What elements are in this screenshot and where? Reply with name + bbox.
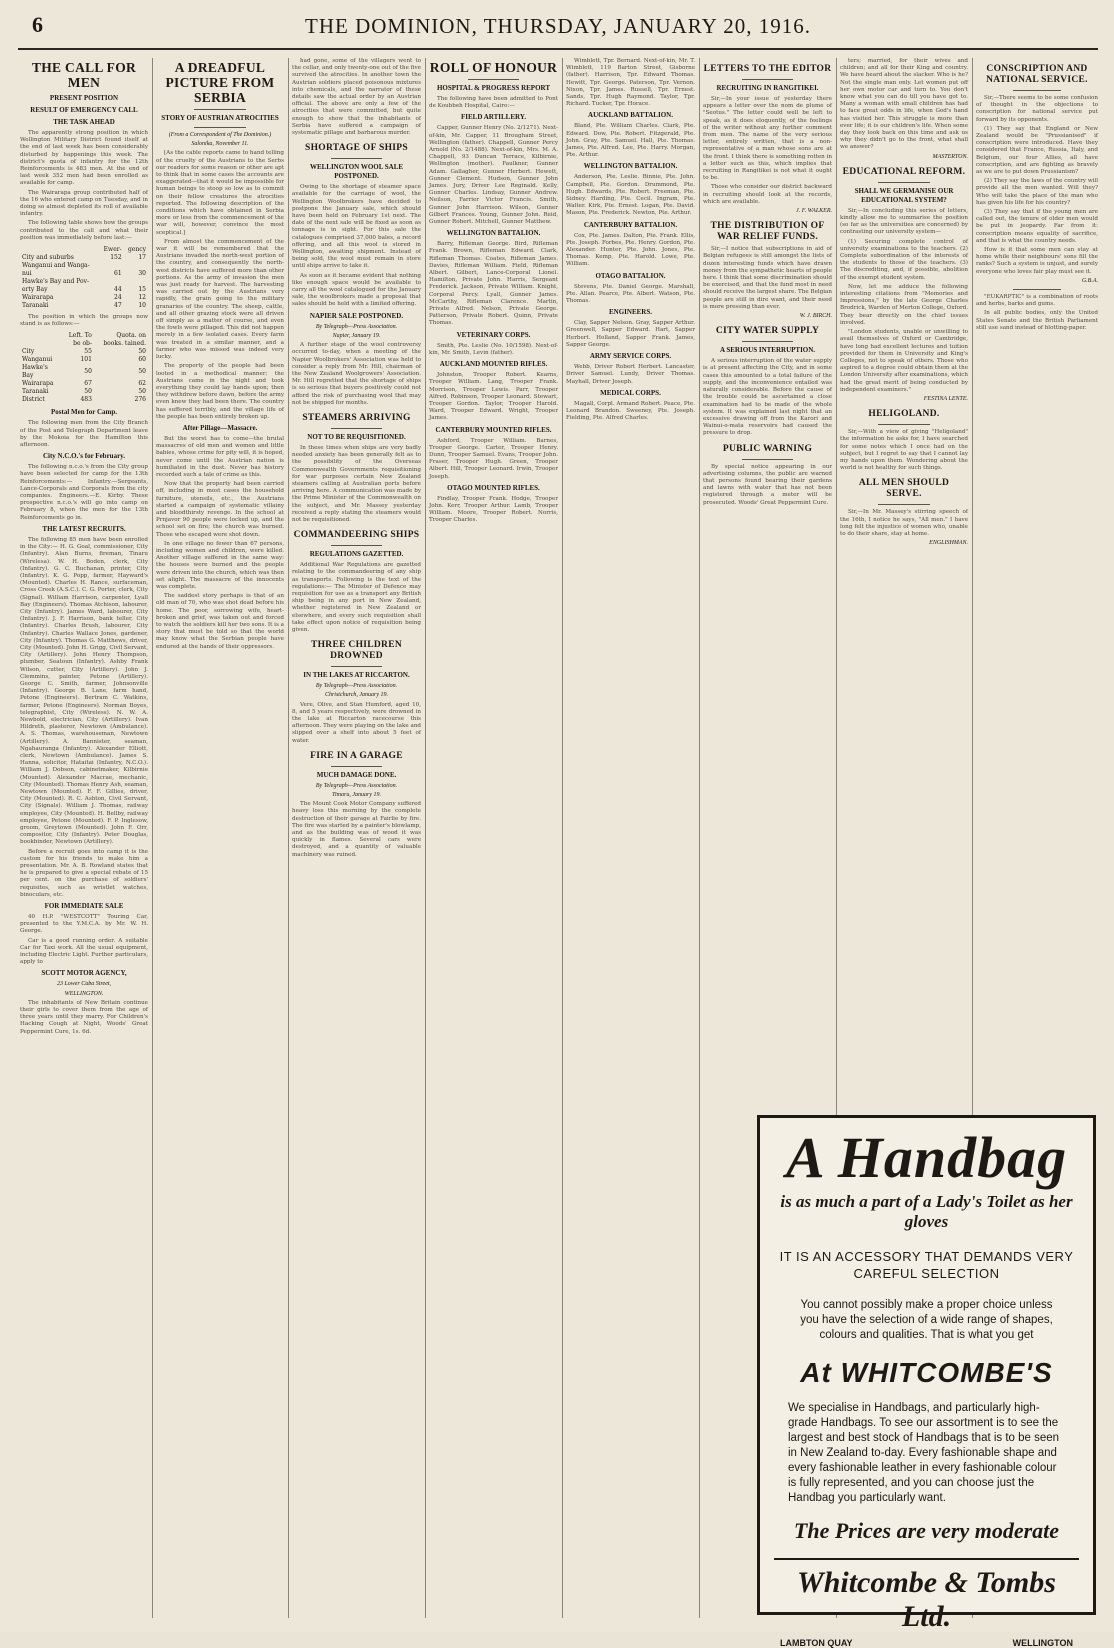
ad-store-name: At WHITCOMBE'S bbox=[800, 1357, 1053, 1388]
table-row: City and suburbs 152 17 bbox=[22, 254, 146, 262]
subheading: AUCKLAND MOUNTED RIFLES. bbox=[439, 360, 548, 369]
letter-body: Sir,—In concluding this series of letters, kindly allow me to summarise the position (so far as the universities are concerned) by contrasting our university system— (1) Securing complete control of university examinations to the teachers. (2) Complete subordination of the interests of the students to those of the teachers. (3) The discrediting, and, if possible, abolition of the exempt student system. Now, let me adduce the following interesting citations from "Memories and Impressions," by the late George Charles Brodrick, Warden of Merton College, Oxford. They bear directly on the chief issues involved. "London students, unable or unwilling to avail themselves of Oxford or Cambridge, have long had excellent lectures and tuition provided for them in University and King's Colleges, not to speak of others. Those who aspired to a degree could obtain them at the London University after examinations, which had the great merit of being conducted by independent examiners." bbox=[840, 207, 968, 393]
subheading: CANTERBURY BATTALION. bbox=[583, 220, 678, 229]
subheading: NAPIER SALE POSTPONED. bbox=[309, 311, 404, 320]
column-rule bbox=[699, 58, 700, 1618]
article-body: But the worst has to come—the brutal massacres of old men and women and little babies, whose crime for pity will, it is hoped, never come until the Austrian nation is humiliated in the dust. Never has history recorded such a tale of crime as this. Now that the property had been carried off, including in most cases the household furniture, utensils, etc., the Austrians started a campaign of systematic villainy and bloodthirsty revenge. In the school at Prnjavor 90 people were locked up, and the school set on fire; the church was burned. Those who escaped were shot down. In one village no fewer than 67 persons, including women and children, were killed. Another village suffered in the same way: the houses were burned and the people were driven into the church, which was then set alight. The massacre of the innocents was complete. The saddest story perhaps is that of an old man of 70, who was shot dead before his home. The poor, sorrowing wife, heart-broken and grief, was taken out and forced to watch the soldiers kill her two sons. It is a story that must be told so that the world may know what the Serbian people have endured at the hands of their oppressors. bbox=[156, 435, 284, 650]
divider bbox=[742, 341, 794, 342]
divider bbox=[194, 109, 245, 110]
casualty-list: Cox, Pte. James. Dalton, Pte. Frank. Ellis, Pte. Joseph. Forbes, Pte. Henry. Gordon, Pte. Alexander. Hunter, Pte. John. Jones, Pte. Thomas. Kemp, Pte. Harold. Lowe, Pte. William. bbox=[566, 232, 695, 268]
deck: RESULT OF EMERGENCY CALL bbox=[30, 106, 138, 114]
table-row: City 55 50 bbox=[22, 348, 146, 356]
advertisement-text: "EUKARPTIC" is a combination of roots and herbs, barks and gums. In all public bodies, only the United States Senate and the British Parliament still use sand instead of blotting-paper. bbox=[976, 294, 1098, 331]
table-row: Taranaki 47 10 bbox=[22, 302, 146, 310]
casualty-list: Magall, Corpl. Armand Robert. Peace, Pte. Leonard Brandon. Sweeney, Pte. Joseph. Fielding, Pte. Alfred Charles. bbox=[566, 400, 695, 422]
table-row: Hawke's Bay and Pov- bbox=[22, 278, 90, 286]
article-body: The following men from the City Branch of the Post and Telegraph Department leave by the Mokoia for the Hamilton this afternoon. bbox=[20, 420, 148, 449]
article-body: A serious interruption of the water supply is at present affecting the City, and in some cases this amounted to a total failure of the supply, and the inconvenience entailed was naturally considerable. Before the cause of the trouble could be ascertained a close examination had to be made of the whole system. It was explained last night that an excessive drawing off from the Karori and Wainui-o-mata reservoirs had caused the pressure to drop. bbox=[703, 358, 832, 437]
letter-body: Sir,—I notice that subscriptions in aid of Belgian refugees is still amongst the lists of dozen interesting funds which have drawn money from the sympathetic hearts of people here. I think that some discrimination should be exercised, and that the fund most in need should receive the largest share. The Belgian people are still in dire want, and their need is more pressing than ever. bbox=[703, 246, 832, 310]
sale-text: 40 H.P. "WESTCOTT" Touring Car, presented to the Y.M.C.A. by Mr. W. H. George. bbox=[20, 914, 148, 935]
dateline: Salonika, November 11. bbox=[191, 141, 249, 148]
casualty-list: Bland, Pte. William Charles. Clark, Pte. Edward. Dow, Pte. Robert. Fitzgerald, Pte. John. Gray, Pte. Samuel. Hall, Pte. Thomas. James, Pte. Alfred. Lee, Pte. Harry. Morgan, Pte. Arthur. bbox=[566, 123, 695, 159]
table-row: nui 61 30 bbox=[22, 270, 146, 278]
subheading: VETERINARY CORPS. bbox=[456, 330, 531, 339]
sale-address: 23 Lower Cuba Street, bbox=[56, 981, 112, 988]
letter-body: Sir,—In your issue of yesterday there appears a letter over the nom de plume of "Seotus." The letter could well be left to speak, as it does eloquently, of the feelings of the writer without any further comment from men. The name of the very serious letter, entirely written, that is a non-representative of a man whose sons are at the front. I think there is something rotten in a letter such as this, which implies that recruiting in Rangitikei is not what it ought to be. Those who consider our district backward in recruiting should look at the records, which are available. bbox=[703, 96, 832, 205]
casualty-list: Clay, Sapper Nelson. Gray, Sapper Arthur. Greenwell, Sapper Edward. Hart, Sapper Herbert. Holland, Sapper Frank. James, Sapper George. bbox=[566, 320, 695, 348]
byline: By Telegraph—Press Association. bbox=[315, 782, 398, 789]
subheading: ARMY SERVICE CORPS. bbox=[589, 352, 672, 361]
column-rule bbox=[152, 58, 153, 1618]
article-body: The position in which the groups now stand is as follows:— bbox=[20, 314, 148, 328]
column-roll-of-honour bbox=[429, 58, 558, 1618]
subheading: MEDICAL CORPS. bbox=[600, 388, 661, 397]
table-row: Wairarapa 67 62 bbox=[22, 380, 146, 388]
column-roll-continued bbox=[566, 58, 695, 1618]
table-total-row: District 483 276 bbox=[22, 396, 146, 404]
casualty-list: Webb, Driver Robert Herbert. Lancaster, Driver Samuel. Lundy, Driver Thomas. Mayhall, Driver Joseph. bbox=[566, 364, 695, 385]
article-body: The following have been admitted to Pont de Koubbeh Hospital, Cairo:— bbox=[429, 96, 558, 110]
masthead bbox=[18, 8, 1098, 50]
headline: HELIGOLAND. bbox=[868, 409, 940, 420]
subheading: WELLINGTON BATTALION. bbox=[446, 229, 541, 238]
letter-body: Sir,—In Mr. Massey's stirring speech of the 16th, I notice he says, "All men." I have long felt the injustice of women who, unable to do their share, stay at home. bbox=[840, 509, 968, 537]
casualty-list: Wimblett, Tpr. Bernard. Next-of-kin, Mr. T. Wimblett, 119 Barton Street, Gisborne (father). Harrison, Tpr. Edward Thomas. Hewitt, Tpr. George. Paterson, Tpr. Vernon. Nixon, Tpr. James. Russell, Tpr. Ernest. Sands, Tpr. Hugh Raymond. Taylor, Tpr. Richard. Tucker, Tpr. Horace. bbox=[566, 58, 695, 108]
dateline: Christchurch, January 19. bbox=[324, 692, 389, 699]
subheading: CANTERBURY MOUNTED RIFLES. bbox=[435, 425, 552, 434]
deck: REGULATIONS GAZETTED. bbox=[309, 550, 404, 559]
article-body: Vere, Olive, and Stan Humford, aged 10, 8, and 5 years respectively, were drowned in the lake at Riccarton racecourse this afternoon. They were playing on the lake and slipped over a shelf into about 5 feet of water. bbox=[292, 701, 422, 744]
casualty-list: Capper, Gunner Henry (No. 2/1271). Next-of-kin, Mr. Capper, 11 Brougham Street, Wellington (father). Chappell, Gunner Percy Arnold (No. 2/1488). Next-of-kin, Mrs. M. A. Chappell, 93 Duncan Terrace, Kilbirnie, Wellington (mother). Faulkner, Gunner Adam. Gallagher, Gunner Herbert. Hewett, Gunner Clement. Hudson, Gunner John James. Jury, Driver Lee Reginald. Kelly, Gunner Charles. Lindsay, Gunner Andrew. Neilson, Farrier Victor Francis. Smith, Gunner John Harrison. Wilson, Gunner Gilbert Frances. Young, Gunner John. Reid, Gunner Robert. Mitchell, Gunner Matthew. bbox=[429, 125, 558, 226]
subheading: ENGINEERS. bbox=[609, 308, 652, 317]
signature: J. F. WALKER. bbox=[796, 208, 832, 215]
quota-table bbox=[20, 246, 148, 310]
article-body: had gone, some of the villagers went to the cellar, and only twenty-one out of the five survived the atrocities. In another town the Austrian soldiers placed poisonous mixtures into chemicals, and the narrator of these details saw the actual order by an Austrian official. The above are only a few of the atrocities that were committed, but quite enough to show that the inhabitants of Serbia have suffered a campaign of systematic pillage and barbarous murder. bbox=[292, 58, 421, 137]
column-rule bbox=[425, 58, 426, 1618]
subheading: Postal Men for Camp. bbox=[51, 408, 117, 417]
casualty-list: Findlay, Trooper Frank. Hodge, Trooper John. Kerr, Trooper Arthur. Lamb, Trooper William. Moore, Trooper Robert. Norris, Trooper Charles. bbox=[429, 495, 558, 524]
byline: (From a Correspondent of The Dominion.) bbox=[168, 132, 272, 138]
article-body: In these times when ships are very badly needed anxiety has been generally felt as to the possibility of the Overseas Commonwealth Governments requisitioning for war purposes certain New Zealand steamers calling at Australian ports before arriving here. A communication was made by the Prime Minister of the Commonwealth on the subject, and Mr. Massey yesterday received a reply stating the steamers would not be requisitioned. bbox=[292, 444, 421, 523]
casualty-list: Stevens, Pte. Daniel George. Marshall, Pte. Allan. Pearce, Pte. Albert. Watson, Pte. Thomas. bbox=[566, 283, 695, 305]
newspaper-title: THE DOMINION, THURSDAY, JANUARY 20, 1916. bbox=[305, 14, 811, 38]
column-rule bbox=[562, 58, 563, 1618]
classified-ad: 40 H.P. "WESTCOTT" Touring Car, presented to the Y.M.C.A. by Mr. W. H. George. Car is a good running order. A suitable Car for Taxi work. All the usual equipment, including Electric Light. Further particulars, apply to bbox=[20, 914, 148, 966]
ad-firm-name: Whitcombe & Tombs Ltd. bbox=[774, 1558, 1079, 1634]
subheading: OTAGO BATTALION. bbox=[595, 271, 666, 280]
table-row: erty Bay 44 15 bbox=[22, 286, 146, 294]
column-serbia bbox=[156, 58, 284, 1618]
deck: WELLINGTON WOOL SALE POSTPONED. bbox=[309, 163, 404, 181]
casualty-list: Anderson, Pte. Leslie. Binnie, Pte. John. Campbell, Pte. Gordon. Drummond, Pte. Hugh. Edwards, Pte. Robert. Freeman, Pte. Sidney. Harding, Pte. Cecil. Ingram, Pte. Walter. Kirk, Pte. Ernest. Logan, Pte. David. Mason, Pte. Frederick. Newton, Pte. Arthur. bbox=[566, 174, 695, 217]
subheading: AUCKLAND BATTALION. bbox=[588, 111, 673, 120]
sale-firm: SCOTT MOTOR AGENCY, bbox=[41, 969, 127, 978]
article-body: [As the cable reports came to hand telling of the cruelty of the Austrians to the Serbs our readers for some reason or other are apt to think that in some cases the accounts are exaggerated—that it would be impossible for human beings to stoop so low as to commit on their fellow creatures the atrocities reported. The following description of the conditions which have obtained in Serbia more or less from the commencement of the war will, however, convince the most sceptical.] From almost the commencement of the war it will be remembered that the Austrians invaded the north-west portion of the country, and consequently the north-west districts have suffered more than other portions. As the army of invasion the men was just ready for harvest. The harvesting was carried out by the Austrians very rapidly, the grain going to the military granaries of the country. The sheep, cattle, and all other grazing stock were all driven off simply as a matter of course, and even the fowls were pillaged. This did not happen merely in a few isolated cases. Every farm was treated in a similar manner, and a farmer who was missed was indeed very lucky. The property of the people had been looted in a methodical manner; the Austrians came in the night and took everything they could lay hands upon; then they withdrew before dawn, before the army even knew they had been there. The country has suffered terribly, and the village life of the people has been entirely broken up. bbox=[156, 150, 284, 420]
dateline: Napier, January 19. bbox=[332, 332, 381, 339]
divider bbox=[331, 766, 383, 767]
deck: HOSPITAL & PROGRESS REPORT bbox=[436, 84, 550, 92]
casualty-list: Johnston, Trooper Robert. Kearns, Trooper William. Lang, Trooper Frank. Morrison, Trooper Lewis. Parr, Trooper Alfred. Robinson, Trooper Leonard. Stewart, Trooper Gordon. Taylor, Trooper Harold. Ward, Trooper Edward. Wright, Trooper James. bbox=[429, 372, 558, 422]
ad-address-street: LAMBTON QUAY bbox=[780, 1638, 853, 1648]
article-body: By special notice appearing in our advertising columns, the public are warned that persons found bearing their gardens and lawns with water that has not been registered through a meter will be prosecuted. Woods' Great Peppermint Cure. bbox=[703, 463, 832, 506]
divider bbox=[331, 158, 383, 159]
dateline: Timaru, January 19. bbox=[331, 792, 381, 799]
headline: CONSCRIPTION AND NATIONAL SERVICE. bbox=[986, 64, 1088, 85]
article-body: The following 85 men have been enrolled in the City:— H. G. Goal, commissioner, City (Infantry). Alan Burns, fireman, Tinaru (Wirelesa). W. H. Boden, clerk, City (Infantry). G. C. Buchanan, printer, City (Infantry). K. G. Popp, farmer, Hayward's (Mounted). Charles H. Rance, surfaceman, Cross Creek (A.S.C.). C. G. Porter, clerk, City (Signal). William Harrison, carpenter, Lyall Bay (Engineers). Thomas Atchison, labourer, City (Infantry). James Ward, labourer, City (Infantry). J. F. Harrison, bank teller, City (Infantry). Charles Brush, labourer, City (Infantry). Charles Wallace Jones, gardener, City (Infantry). Thomas G. Matthews, driver, City (Mounted). John H. Grigg, Civil Servant, City (Artillery). John Henry Thompson, plumber, Seatoun (Infantry). Ashby Frank Wilson, cutter, City (Artillery). John J. Clemmins, painter, Petone (Artillery). George C. Smith, farmer, Johnsonville (Infantry). George B. Lane, farm hand, Petone (Engineers). Bertram C. Watkins, farmer, Petone (Engineers). Norman Boyes, telegraphist, City (Wireless). N. W. A. Newbold, electrician, City (Artillery). Ivan Hildreth, plasterer, Newtown (Ambulance). A. S. Thomas, warehouseman, Newtown (Artillery). A. Bannister, seaman, Ngahauranga (Infantry). Alexander Elliott, clerk, Newtown (Ambulance). James S. Hanna, solicitor, Hataitai (Infantry, N.C.O.). William J. Dobson, cabinetmaker, Kilbirnie (Mounted). Alexander Macrae, mechanic, City (Mounted). Thomas Henry Ash, seaman, Newtown (Mounted). F. F. Gillies, driver, City (Mounted). R. C. Ashton, Civil Servant, City (Signals). William J. Thomas, railway employee, City (Mounted). H. Bellby, railway employee, Petone (Mounted). F. P. Inglesow, groom, Greytown (Mounted). John F. Orr, compositor, City (Infantry). Peter Douglas, bookbinder, Newtown (Artillery). Before a recruit goes into camp it is the custom for his friends to make him a presentation. Mr. A. B. Rowland states that he is prepared to give a special rebate of 15 per cent. on the purchase of soldiers' requisites, such as wristlet watches, binoculars, etc. bbox=[20, 536, 148, 898]
table-row: Wanganui 101 60 bbox=[22, 356, 146, 364]
ad-headline: A Handbag bbox=[785, 1125, 1068, 1190]
subheading: FOR IMMEDIATE SALE bbox=[44, 902, 124, 911]
headline: THREE CHILDREN DROWNED bbox=[310, 640, 403, 662]
casualty-list: Ashford, Trooper William. Barnes, Trooper George. Carter, Trooper Henry. Dunn, Trooper Samuel. Evans, Trooper John. Fraser, Trooper Hugh. Green, Trooper Albert. Hill, Trooper Leonard. Irwin, Trooper Joseph. bbox=[429, 437, 558, 480]
deck: PRESENT POSITION bbox=[49, 94, 119, 102]
divider bbox=[331, 666, 383, 667]
subheading: OTAGO MOUNTED RIFLES. bbox=[447, 483, 540, 492]
divider bbox=[742, 459, 794, 460]
headline: ALL MEN SHOULD SERVE. bbox=[858, 478, 950, 500]
byline: By Telegraph—Press Association. bbox=[315, 683, 398, 690]
headline: COMMANDEERING SHIPS bbox=[293, 530, 420, 541]
deck: RECRUITING IN RANGITIKEI. bbox=[716, 84, 819, 92]
casualty-list: Smith, Pte. Leslie (No. 10/1598). Next-of-kin, Mr. Smith, Levin (father). bbox=[429, 342, 558, 356]
casualty-list: Barry, Rifleman George. Bird, Rifleman Frank. Brown, Rifleman Edward. Clark, Rifleman Thomas. Coates, Rifleman James. Davies, Rifleman William. Field, Rifleman Albert. Gilbert, Lance-Corporal Lionel. Hamilton, Private John. Harris, Sergeant Frederick. Jackson, Private William. Knight, Corporal Percy. Lyall, Gunner James. McCarthy, Rifleman Clarence. Martin, Private Alfred. Nelson, Private George. Patterson, Private Robert. Quinn, Private Thomas. bbox=[429, 241, 558, 327]
byline: By Telegraph—Press Association. bbox=[315, 323, 398, 330]
deck: MUCH DAMAGE DONE. bbox=[316, 770, 397, 779]
table-header-row: Ewer- gency bbox=[103, 246, 146, 254]
sale-city: WELLINGTON. bbox=[64, 990, 104, 997]
divider bbox=[878, 504, 929, 505]
headline: THE DISTRIBUTION OF WAR RELIEF FUNDS. bbox=[710, 221, 825, 243]
divider bbox=[468, 79, 520, 80]
divider bbox=[1013, 289, 1062, 290]
subheading: After Pillage—Massacre. bbox=[182, 423, 258, 432]
signature: G.B.A. bbox=[1081, 277, 1098, 284]
ad-subhead: is as much a part of a Lady's Toilet as her gloves bbox=[780, 1192, 1073, 1231]
column-shipping bbox=[292, 58, 421, 1618]
handbag-advertisement bbox=[757, 1115, 1096, 1648]
headline: ROLL OF HONOUR bbox=[429, 60, 558, 75]
divider bbox=[878, 424, 929, 425]
headline: LETTERS TO THE EDITOR bbox=[703, 64, 832, 74]
column-education bbox=[840, 58, 968, 1108]
deck: NOT TO BE REQUISITIONED. bbox=[307, 432, 406, 441]
deck: SHALL WE GERMANISE OUR EDUCATIONAL SYSTEM? bbox=[854, 186, 954, 204]
table-row: Wairarapa 24 12 bbox=[22, 294, 146, 302]
deck: THE TASK AHEAD bbox=[53, 118, 115, 126]
ad-selection-text: You cannot possibly make a proper choice unless you have the selection of a wide range of shapes, colours and qualities. That is what you get bbox=[800, 1299, 1053, 1341]
eukarptic-note: "EUKARPTIC" is a combination of roots and herbs, barks and gums. bbox=[976, 294, 1098, 308]
column-conscription bbox=[976, 58, 1098, 1108]
signature: MASTERTON. bbox=[932, 153, 968, 160]
page-number: 6 bbox=[32, 12, 43, 37]
divider bbox=[331, 545, 383, 546]
ad-specialise-text: We specialise in Handbags, and particularly high-grade Handbags. To see our assortment is to see the largest and best stock of Handbags that is to be seen in New Zealand to-day. Every fashionable shape and every fashionable leather in every fashionable colour is fully represented, and you can choose just the Handbag you particularly want. bbox=[788, 1402, 1060, 1504]
letter-body: Sir,—With a view of giving "Heligoland" the information he asks for, I have searched for some notes which I once had on the subject, but I regret to say that I cannot lay my hands upon them. Wondering about the world is not healthy for such things. bbox=[840, 429, 968, 472]
column-call-for-men bbox=[20, 58, 148, 1618]
divider bbox=[742, 79, 794, 80]
column-rule bbox=[288, 58, 289, 1618]
article-body: The inhabitants of New Britain continue their girls to cover them from the age of three years until they marry. For Children's Hacking Cough at Night, Woods' Great Peppermint Cure, 1s. 6d. bbox=[20, 999, 148, 1035]
table-row: Hawke's Bay 50 50 bbox=[22, 364, 146, 380]
subheading: City N.C.O.'s for February. bbox=[42, 452, 126, 461]
position-table bbox=[20, 332, 148, 404]
article-body: The following n.c.o.'s from the City group have been selected for camp for the 13th Reinforcements:— Infantry.—Sergeants, Lance-Corporals and Corporals from the city companies. Engineers.—E. Kirby. These prospective n.c.o.'s will go into camp on February 8, when the men for the 13th Reinforcements go in. bbox=[20, 464, 148, 521]
letter-body: ters; married, for their wives and children; and all for their King and country. We have heard about the slacker. Who is he? Not the single man only. Let women put off her own motor car and turn to. You don't know what you can do till you have got to. Many a woman with small children has had to face great odds in life, when God's hand has visited her. This struggle is more than ever life; it is our children's life. When some day they look back on this time and ask us why they didn't go to the front, what shall we answer? bbox=[840, 58, 968, 151]
subheading: FIELD ARTILLERY. bbox=[461, 113, 526, 122]
divider bbox=[331, 428, 383, 429]
article-body: The apparently strong position in which Wellington Military District found itself at the end of last week has been considerably disturbed by happenings this week. The district's quota of infantry for the 12th Reinforcements is 483 men. At the end of last week 352 men had been enrolled as available for camp. The Wairarapa group contributed half of the 16 who entered camp on Tuesday, and in doing so almost depleted its roll of available infantry. The following table shows how the groups contributed to the call and what their position was immediately before last:— bbox=[20, 130, 148, 241]
article-body: A further stage of the wool controversy occurred to-day, when a meeting of the Napier Woolbrokers' Association was held to consider a reply from Mr. Hill, chairman of the New Zealand Woolgrowers' Association. Mr. Hill regretted that the shortage of ships is so serious that buyers positively could not afford the risk of purchasing wool that may not be shipped for months. bbox=[292, 342, 421, 406]
ad-address-city: WELLINGTON bbox=[1012, 1638, 1073, 1648]
letter-body: Sir,—There seems to be some confusion of thought in the objections to conscription for national service put forward by its opponents. (1) They say that England or New Zealand would be "Prussianised" if conscription were introduced. Have they considered that France, Russia, Italy, and Belgium, our four Allies, all have conscription, and are fighting as bravely as we are to put down Prussianism? (2) They say the laws of the country will provide all the men wanted. Will they? Who will take the place of the man who has given his life for his country? (3) They say that if the young men are called out, the tenure of older men would be put in jeopardy. Far from it: conscription means equality of sacrifice, and that is what the country needs. How is it that some men can stay at home while their neighbours' sons fill the ranks? Such a system is unjust, and surely everyone who loves fair play must see it. bbox=[976, 95, 1098, 275]
subheading: WELLINGTON BATTALION. bbox=[583, 162, 678, 171]
headline: EDUCATIONAL REFORM. bbox=[842, 166, 966, 177]
signature: ENGLISHMAN. bbox=[929, 540, 968, 547]
ad-address bbox=[780, 1638, 1073, 1648]
headline: PUBLIC WARNING bbox=[722, 443, 813, 454]
article-body: Additional War Regulations are gazetted relating to the commandeering of any ship as transports. Following is the text of the regulations:— The Minister of Defence may requisition for use as a transport any British ship being in any port in New Zealand, whether registered in New Zealand or elsewhere, and every such requisition shall take effect upon notice of requisition being given. bbox=[292, 562, 421, 633]
headline: SHORTAGE OF SHIPS bbox=[305, 143, 408, 154]
ad-accessory-text: IT IS AN ACCESSORY THAT DEMANDS VERY CAREFUL SELECTION bbox=[779, 1249, 1074, 1281]
signature: FESTINA LENTE. bbox=[923, 395, 968, 402]
headline: A DREADFUL PICTURE FROM SERBIA bbox=[165, 60, 275, 105]
subheading: THE LATEST RECRUITS. bbox=[42, 524, 126, 533]
divider bbox=[878, 182, 929, 183]
table-row: Taranaki 50 50 bbox=[22, 388, 146, 396]
table-row: Wanganui and Wanga- bbox=[22, 262, 90, 270]
ad-prices: The Prices are very moderate bbox=[793, 1518, 1060, 1543]
divider bbox=[194, 127, 245, 128]
article-body: Owing to the shortage of steamer space available for the carriage of wool, the Wellington Woolbrokers have decided to postpone the January sale, which should have been held on February 1st next. The date of the next sale will be fixed as soon as tonnage is in sight. For this sale the catalogues comprised 37,000 bales, a record offering, and all this wool is stored in Wellington, awaiting shipment. Instead of being sold, the wool must remain in store until ships arrive to take it. As soon as it became evident that nothing like enough space would be available to carry all the wool catalogued for the January sale, the woolbrokers made a proposal that sales should be held with a limited offering. bbox=[292, 184, 421, 308]
article-body: The Mount Cook Motor Company suffered heavy loss this morning by the complete destruction of their garage at Fairlie by fire. The fire was started by a painter's blowlamp, and as the building was of wood it was quickly in flames. Several cars were destroyed, and a quantity of valuable machinery was ruined. bbox=[292, 801, 421, 858]
signature: W. J. BIRCH. bbox=[799, 313, 832, 320]
divider bbox=[1013, 90, 1062, 91]
deck: STORY OF AUSTRIAN ATROCITIES bbox=[161, 114, 279, 122]
headline: STEAMERS ARRIVING bbox=[302, 412, 411, 423]
headline: THE CALL FOR MEN bbox=[31, 60, 137, 90]
headline: CITY WATER SUPPLY bbox=[715, 326, 820, 337]
table-header-row: Left. To be ob- Quota. on books. tained. bbox=[68, 332, 146, 348]
deck: IN THE LAKES AT RICCARTON. bbox=[303, 671, 410, 680]
headline: FIRE IN A GARAGE bbox=[310, 750, 403, 761]
deck: A SERIOUS INTERRUPTION. bbox=[719, 346, 816, 355]
